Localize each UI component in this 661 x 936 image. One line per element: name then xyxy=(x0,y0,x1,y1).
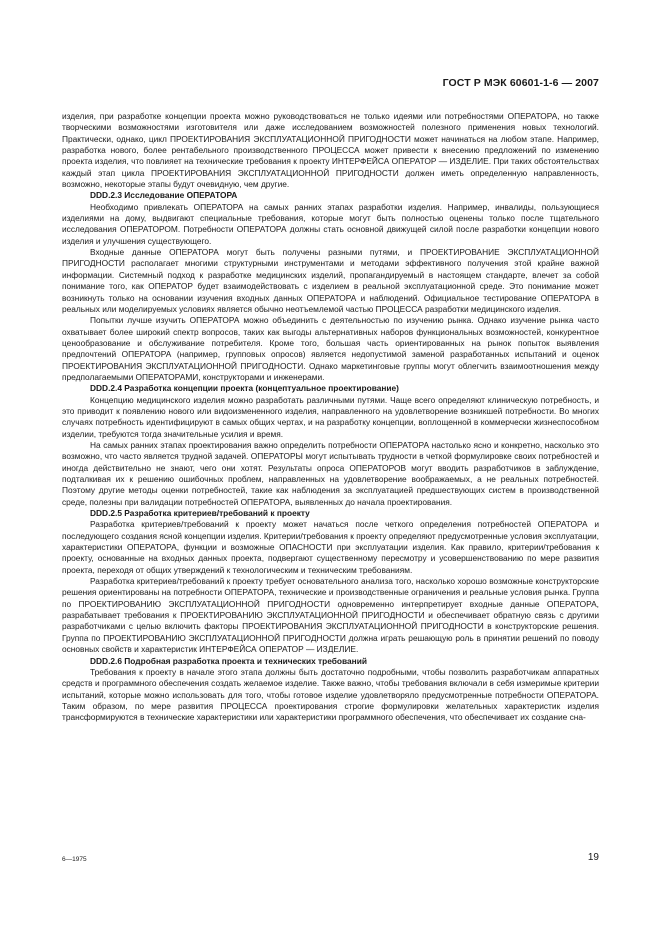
paragraph: Разработка критериев/требований к проекту может начаться после четкого определения потребностей ОПЕРАТОРА и последующего создания ясной концепции изделия. Критерии/требования к проекту определяют предусмотренные условия эксплуатации, характеристики ОПЕРАТОРА, функции и возможные ОПАСНОСТИ при эксплуатации изделия. Как правило, критерии/требования к проекту, основанные на входных данных проекта, подвергают существенному пересмотру и усовершенствованию по мере развития проекта, переходя от общих утверждений к технологическим и техническим требованиям. xyxy=(62,519,599,575)
page-number: 19 xyxy=(587,852,599,863)
section-heading: DDD.2.6 Подробная разработка проекта и технических требований xyxy=(90,655,367,666)
paragraph: Требования к проекту в начале этого этапа должны быть достаточно подробными, чтобы позволить разработчикам аппаратных средств и программного обеспечения создать желаемое изделие. Также важно, чтобы требования включали в себя измеримые критерии испытаний, которые можно использовать для того, чтобы готовое изделие удовлетворяло предусмотренные потребности ОПЕРАТОРА. Таким образом, по мере развития ПРОЦЕССА проектирования строгие формулировки желательных характеристик изделия трансформируются в технические характеристики или характеристики программного обеспечения, что обеспечивает их создание сна- xyxy=(62,666,599,723)
paragraph: Входные данные ОПЕРАТОРА могут быть получены разными путями, и ПРОЕКТИРОВАНИЕ ЭКСПЛУАТАЦИОННОЙ ПРИГОДНОСТИ располагает многими структурными инструментами и методами эффективного получения этой крайне важной информации. Системный подход к разработке медицинских изделий, пропагандируемый в настоящем стандарте, влечет за собой понимание того, как ОПЕРАТОР будет взаимодействовать с изделием в реальной эксплуатационной среде. Это понимание может возникнуть только на основании изучения входных данных ОПЕРАТОРА и наблюдений. Официальное тестирование ОПЕРАТОРА в реальных или моделируемых условиях является обычно неотъемлемой частью ПРОЦЕССА разработки медицинского изделия. xyxy=(62,247,599,314)
paragraph: Концепцию медицинского изделия можно разработать различными путями. Чаще всего определяют клиническую потребность, и это приводит к появлению нового или видоизмененного изделия, направленного на удовлетворение возникшей потребности. Во многих случаях потребность идентифицируют в самых общих чертах, и на разработку концепции, воплощенной в коммерчески жизнеспособном изделии, требуются тогда значительные усилия и время. xyxy=(62,394,599,439)
print-run-code: 6—1975 xyxy=(62,856,87,863)
paragraph: На самых ранних этапах проектирования важно определить потребности ОПЕРАТОРА настолько ясно и конкретно, насколько это возможно, что часто является трудной задачей. ОПЕРАТОРЫ могут испытывать трудности в четкой формулировке своих потребностей и иногда действительно не знают, чего они хотят. Результаты опроса ОПЕРАТОРОВ могут вводить разработчиков в заблуждение, подталкивая их к решению ошибочных проблем, направленных на удовлетворение воображаемых, а не реальных потребностей. Поэтому другие методы оценки потребностей, такие как наблюдения за эксплуатацией предшествующих систем в производственной среде, полезны при валидации потребностей ОПЕРАТОРА, выявленных до начала проектирования. xyxy=(62,439,599,507)
paragraph: Необходимо привлекать ОПЕРАТОРА на самых ранних этапах разработки изделия. Например, инвалиды, пользующиеся изделиями на дому, выдвигают специальные требования, которые могут быть полностью оценены только после тщательного исследования ОПЕРАТОРОМ. Потребности ОПЕРАТОРА должны стать основной движущей силой после разработки концепции нового изделия и улучшения существующего. xyxy=(62,201,599,246)
paragraph: Попытки лучше изучить ОПЕРАТОРА можно объединить с деятельностью по изучению рынка. Однако изучение рынка часто охватывает более широкий спектр вопросов, таких как выгоды альтернативных наборов функциональных возможностей, конкурентное ценообразование и обслуживание потребителя. Кроме того, большая часть ориентированных на рынок попыток выявления предпочтений ОПЕРАТОРА (например, групповых опросов) является недопустимой заменой разработанных испытаний и оценок ПРОЕКТИРОВАНИЯ ЭКСПЛУАТАЦИОННОЙ ПРИГОДНОСТИ. Однако маркетинговые группы могут облегчить взаимоотношения между предполагаемыми ОПЕРАТОРАМИ, конструкторами и инженерами. xyxy=(62,315,599,382)
section-heading: DDD.2.3 Исследование ОПЕРАТОРА xyxy=(90,190,238,201)
paragraph: изделия, при разработке концепции проекта можно руководствоваться не только идеями или потребностями ОПЕРАТОРА, но также творческими возможностями изготовителя или даже исследованием возможностей полезного применения новых технологий. Практически, однако, цикл ПРОЕКТИРОВАНИЯ ЭКСПЛУАТАЦИОННОЙ ПРИГОДНОСТИ может начинаться на любом этапе. Например, разработка нового, более рентабельного производственного ПРОЦЕССА может привести к внесению предложений по изменению проекта изделия, что повлияет на технические требования к проекту ИНТЕРФЕЙСА ОПЕРАТОР — ИЗДЕЛИЕ. При таких обстоятельствах каждый этап цикла ПРОЕКТИРОВАНИЯ ЭКСПЛУАТАЦИОННОЙ ПРИГОДНОСТИ должен иметь определенную направленность, возможно, некоторые этапы будут очевидную, чем другие. xyxy=(62,111,599,190)
document-code-header: ГОСТ Р МЭК 60601-1-6 — 2007 xyxy=(442,77,599,89)
section-heading: DDD.2.5 Разработка критериев/требований к проекту xyxy=(90,508,310,519)
section-heading: DDD.2.4 Разработка концепции проекта (концептуальное проектирование) xyxy=(90,383,399,394)
paragraph: Разработка критериев/требований к проекту требует основательного анализа того, насколько хорошо возможные конструкторские решения ориентированы на потребности ОПЕРАТОРА, технические и производственные ограничения и реальные условия рынка. Группа по ПРОЕКТИРОВАНИЮ ЭКСПЛУАТАЦИОННОЙ ПРИГОДНОСТИ одновременно интерпретирует входные данные ОПЕРАТОРА, разрабатывает требования к ПРОЕКТИРОВАНИЮ ЭКСПЛУАТАЦИОННОЙ ПРИГОДНОСТИ и обеспечивает обратную связь с другими разработчиками с целью включить факторы ПРОЕКТИРОВАНИЯ ЭКСПЛУАТАЦИОННОЙ ПРИГОДНОСТИ в конструкторские решения. Группа по ПРОЕКТИРОВАНИЮ ЭКСПЛУАТАЦИОННОЙ ПРИГОДНОСТИ должна играть решающую роль в принятии решений по поводу основных свойств и характеристик ИНТЕРФЕЙСА ОПЕРАТОР — ИЗДЕЛИЕ. xyxy=(62,576,599,655)
document-body xyxy=(62,111,599,724)
